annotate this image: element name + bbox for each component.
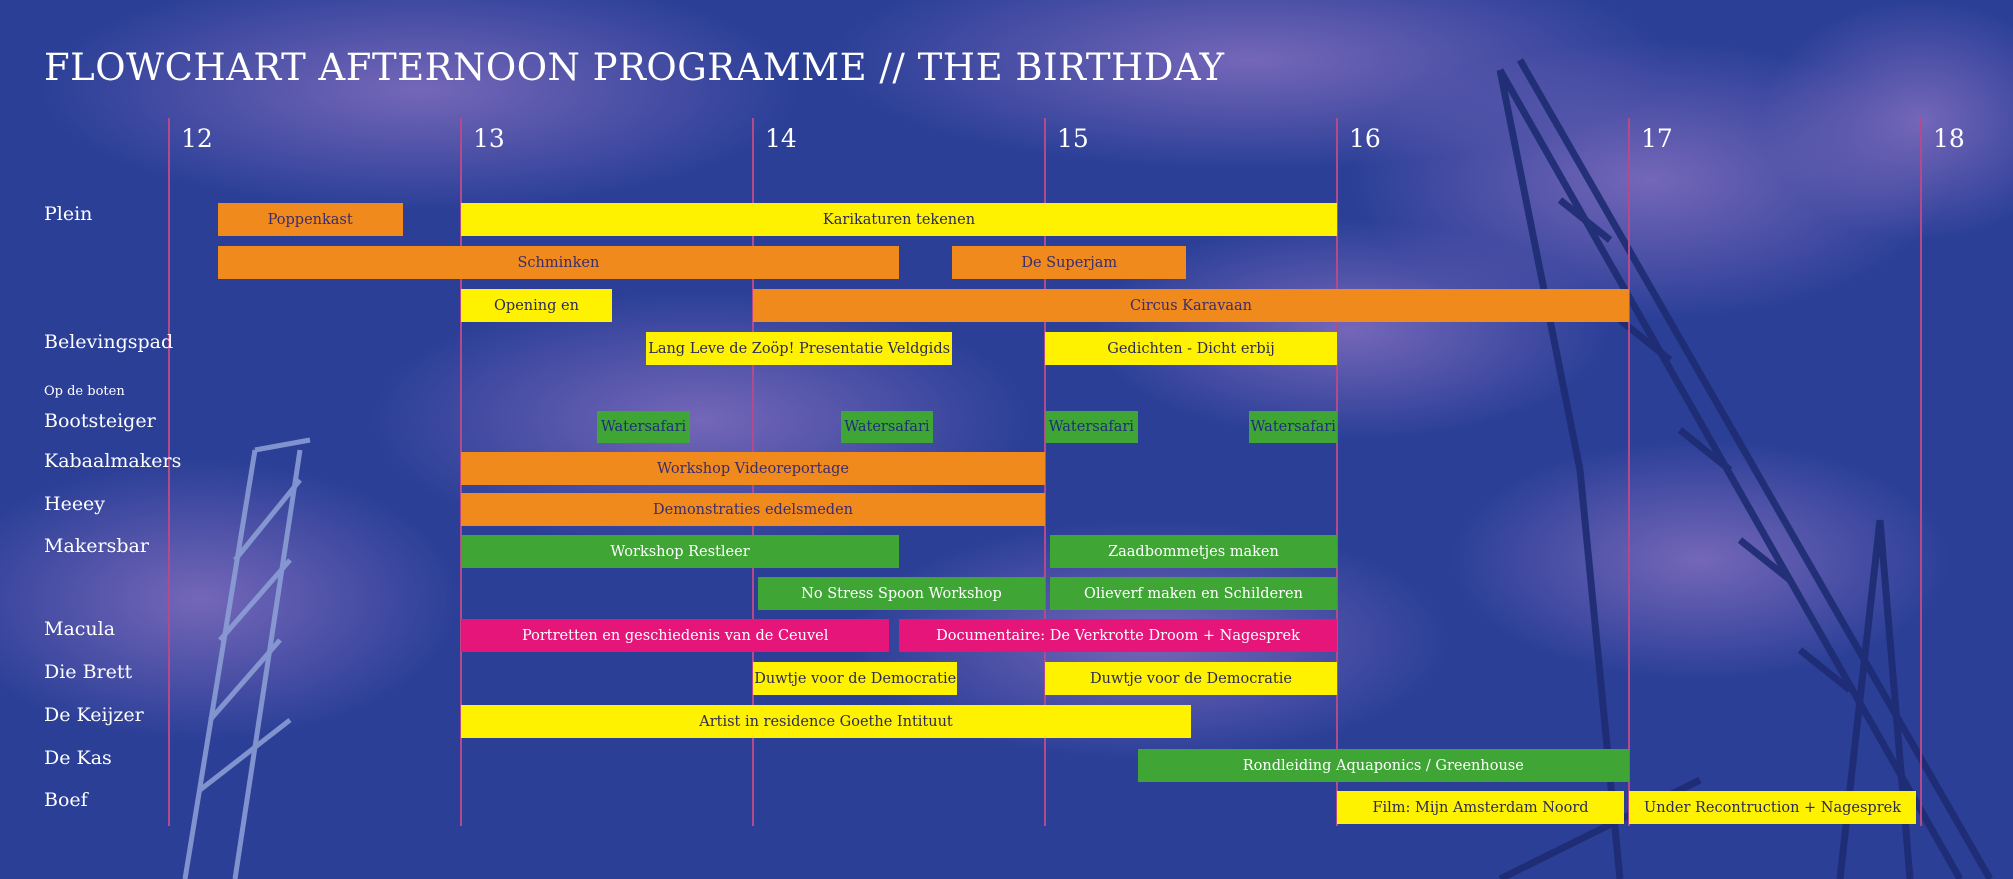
row-label-belevingspad: Belevingspad <box>44 331 174 353</box>
event-bar-film-mijn-amsterdam-noord: Film: Mijn Amsterdam Noord <box>1337 791 1624 824</box>
event-bar-workshop-videoreportage: Workshop Videoreportage <box>461 452 1045 485</box>
hour-label-12: 12 <box>181 124 213 153</box>
event-bar-artist-in-residence-goethe-intituut: Artist in residence Goethe Intituut <box>461 705 1191 738</box>
gridline-17 <box>1628 118 1630 826</box>
hour-label-16: 16 <box>1349 124 1381 153</box>
gridline-12 <box>168 118 170 826</box>
row-label-op-de-boten: Op de boten <box>44 384 125 399</box>
event-bar-de-superjam: De Superjam <box>952 246 1186 279</box>
event-bar-gedichten-dicht-erbij: Gedichten - Dicht erbij <box>1045 332 1337 365</box>
row-label-die-brett: Die Brett <box>44 661 133 683</box>
hour-label-13: 13 <box>473 124 505 153</box>
row-label-kabaalmakers: Kabaalmakers <box>44 450 182 472</box>
hour-label-17: 17 <box>1641 124 1673 153</box>
event-bar-circus-karavaan: Circus Karavaan <box>753 289 1629 322</box>
event-bar-olieverf-maken-en-schilderen: Olieverf maken en Schilderen <box>1050 577 1337 610</box>
event-bar-demonstraties-edelsmeden: Demonstraties edelsmeden <box>461 493 1045 526</box>
page-title: FLOWCHART AFTERNOON PROGRAMME // THE BIRTHDAY <box>44 46 1225 89</box>
event-bar-lang-leve-de-zo-p-presentatie-veldgids: Lang Leve de Zoöp! Presentatie Veldgids <box>646 332 953 365</box>
event-bar-documentaire-de-verkrotte-droom-nagesprek: Documentaire: De Verkrotte Droom + Nagesprek <box>899 619 1337 652</box>
event-bar-portretten-en-geschiedenis-van-de-ceuvel: Portretten en geschiedenis van de Ceuvel <box>461 619 889 652</box>
row-label-macula: Macula <box>44 618 116 640</box>
event-bar-workshop-restleer: Workshop Restleer <box>461 535 899 568</box>
event-bar-watersafari: Watersafari <box>841 411 934 443</box>
event-bar-karikaturen-tekenen: Karikaturen tekenen <box>461 203 1337 236</box>
event-bar-duwtje-voor-de-democratie: Duwtje voor de Democratie <box>753 662 957 695</box>
event-bar-under-recontruction-nagesprek: Under Recontruction + Nagesprek <box>1629 791 1916 824</box>
row-label-de-kas: De Kas <box>44 747 112 769</box>
hour-label-15: 15 <box>1057 124 1089 153</box>
event-bar-duwtje-voor-de-democratie: Duwtje voor de Democratie <box>1045 662 1337 695</box>
row-label-plein: Plein <box>44 203 93 225</box>
event-bar-no-stress-spoon-workshop: No Stress Spoon Workshop <box>758 577 1045 610</box>
event-bar-watersafari: Watersafari <box>1249 411 1337 443</box>
event-bar-opening-en: Opening en <box>461 289 612 322</box>
hour-label-18: 18 <box>1933 124 1965 153</box>
event-bar-poppenkast: Poppenkast <box>218 203 403 236</box>
row-label-bootsteiger: Bootsteiger <box>44 410 156 432</box>
event-bar-watersafari: Watersafari <box>597 411 689 443</box>
event-bar-zaadbommetjes-maken: Zaadbommetjes maken <box>1050 535 1337 568</box>
row-label-de-keijzer: De Keijzer <box>44 704 144 726</box>
event-bar-rondleiding-aquaponics-greenhouse: Rondleiding Aquaponics / Greenhouse <box>1138 749 1629 782</box>
gridline-18 <box>1920 118 1922 826</box>
row-label-heeey: Heeey <box>44 493 106 515</box>
event-bar-schminken: Schminken <box>218 246 899 279</box>
event-bar-watersafari: Watersafari <box>1045 411 1138 443</box>
hour-label-14: 14 <box>765 124 797 153</box>
row-label-boef: Boef <box>44 789 88 811</box>
row-label-makersbar: Makersbar <box>44 535 149 557</box>
